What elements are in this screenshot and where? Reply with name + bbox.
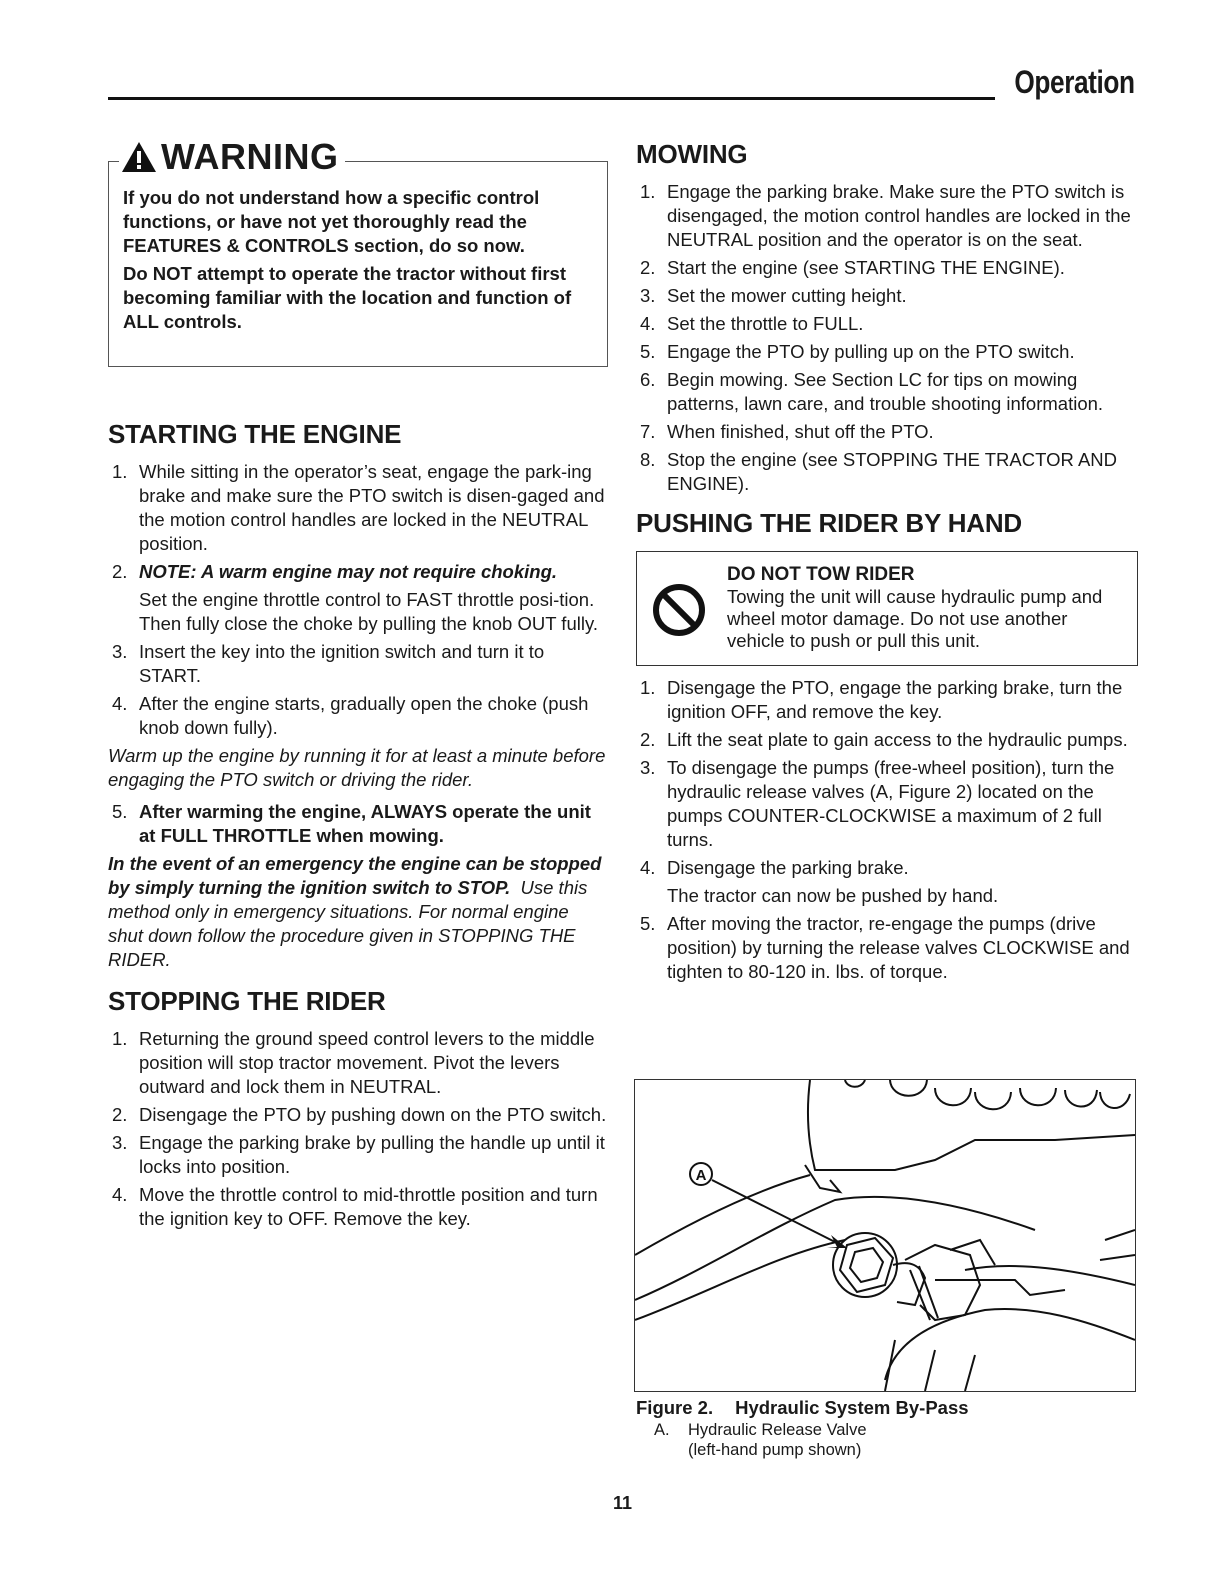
warning-text-1: If you do not understand how a specific control functions, or have not yet thoroughly read the FEATURES & CONTROLS section, do so now. [123,187,540,256]
choke-instruction: Set the engine throttle control to FAST throttle posi-tion. Then fully close the choke by pulling the knob OUT fully. [139,589,598,634]
list-item: 2. Lift the seat plate to gain access to the hydraulic pumps. [640,729,1128,750]
list-item: 2. Disengage the PTO by pushing down on the PTO switch. [112,1104,607,1125]
warmup-note: Warm up the engine by running it for at least a minute before engaging the PTO switch or driving the rider. [108,745,606,790]
warning-label: WARNING [161,136,339,177]
figure-hydraulic-bypass [634,1079,1136,1392]
list-item: 2. NOTE: A warm engine may not require choking. Set the engine throttle control to FAST throttle posi-tion. Then fully close the choke by pulling the knob OUT fully. [108,560,608,636]
page-number: 11 [612,1493,633,1513]
starting-steps-cont [108,800,608,848]
figure-caption: Figure 2. Hydraulic System By-Pass [636,1397,969,1418]
mowing-steps [636,180,1138,496]
warning-box [108,136,608,367]
starting-steps [108,460,608,740]
warning-triangle-icon [121,141,157,173]
notice-body: Towing the unit will cause hydraulic pump and wheel motor damage. Do not use another vehicle to push or pull this unit. [727,586,1103,651]
notice-title: DO NOT TOW RIDER [727,564,915,585]
figure-callout-a: A [695,1167,707,1184]
list-item: 3. Insert the key into the ignition switch and turn it to START. [112,641,545,686]
pushing-steps [636,676,1138,984]
list-item: 5. After moving the tractor, re-engage the pumps (drive position) by turning the release valves CLOCKWISE and tighten to 80-120 in. lbs. of torque. [640,913,1130,982]
list-item: 3. To disengage the pumps (free-wheel position), turn the hydraulic release valves (A, Figure 2) located on the pumps COUNTER-CLOCKWISE a maximum of 2 full turns. [640,757,1115,850]
pushing-heading: PUSHING THE RIDER BY HAND [636,508,1023,538]
warning-header [119,136,345,178]
list-item: 4. Disengage the parking brake. The tractor can now be pushed by hand. [636,856,1138,908]
left-column [108,130,608,1235]
stopping-steps [108,1027,608,1231]
push-by-hand-note: The tractor can now be pushed by hand. [667,885,999,906]
starting-heading: STARTING THE ENGINE [108,419,402,449]
mowing-heading: MOWING [636,139,748,169]
list-item: 5. Engage the PTO by pulling up on the PTO switch. [640,341,1075,362]
notice-text [727,564,1127,652]
list-item: 7. When finished, shut off the PTO. [640,421,934,442]
list-item: 1. While sitting in the operator’s seat, engage the park-ing brake and make sure the PTO switch is disen-gaged and the motion control handles are locked in the NEUTRAL position. [112,461,605,554]
list-item: 1. Engage the parking brake. Make sure the PTO switch is disengaged, the motion control handles are locked in the NEUTRAL position and the operator is on the seat. [640,181,1131,250]
figure-legend: A. Hydraulic Release Valve (left-hand pump shown) [654,1421,867,1459]
list-item: 3. Engage the parking brake by pulling the handle up until it locks into position. [112,1132,605,1177]
list-item: 4. Set the throttle to FULL. [640,313,864,334]
page-section-title: Operation [1014,64,1135,100]
list-item: 4. Move the throttle control to mid-throttle position and turn the ignition key to OFF. Remove the key. [112,1184,598,1229]
emergency-note: In the event of an emergency the engine can be stopped by simply turning the ignition switch to STOP. Use this method only in emergency situations. For normal engine shut down follow the procedure given in STOPPING THE RIDER. [108,853,602,970]
do-not-tow-notice [636,551,1138,666]
list-item: 2. Start the engine (see STARTING THE ENGINE). [640,257,1065,278]
list-item: 1. Disengage the PTO, engage the parking brake, turn the ignition OFF, and remove the key. [640,677,1123,722]
list-item: 1. Returning the ground speed control levers to the middle position will stop tractor movement. Pivot the levers outward and lock them in NEUTRAL. [112,1028,595,1097]
list-item: 3. Set the mower cutting height. [640,285,907,306]
stopping-heading: STOPPING THE RIDER [108,986,386,1016]
right-column [636,130,1138,988]
warning-text-2: Do NOT attempt to operate the tractor without first becoming familiar with the location and function of ALL controls. [123,263,572,332]
list-item: 4. After the engine starts, gradually open the choke (push knob down fully). [112,693,589,738]
hydraulic-valve-illustration [635,1080,1135,1391]
list-item: 8. Stop the engine (see STOPPING THE TRACTOR AND ENGINE). [640,449,1118,494]
list-item: 6. Begin mowing. See Section LC for tips on mowing patterns, lawn care, and trouble shooting information. [640,369,1104,414]
header-rule [108,97,995,100]
prohibited-icon [651,582,707,638]
list-item: 5. After warming the engine, ALWAYS operate the unit at FULL THROTTLE when mowing. [112,801,591,846]
